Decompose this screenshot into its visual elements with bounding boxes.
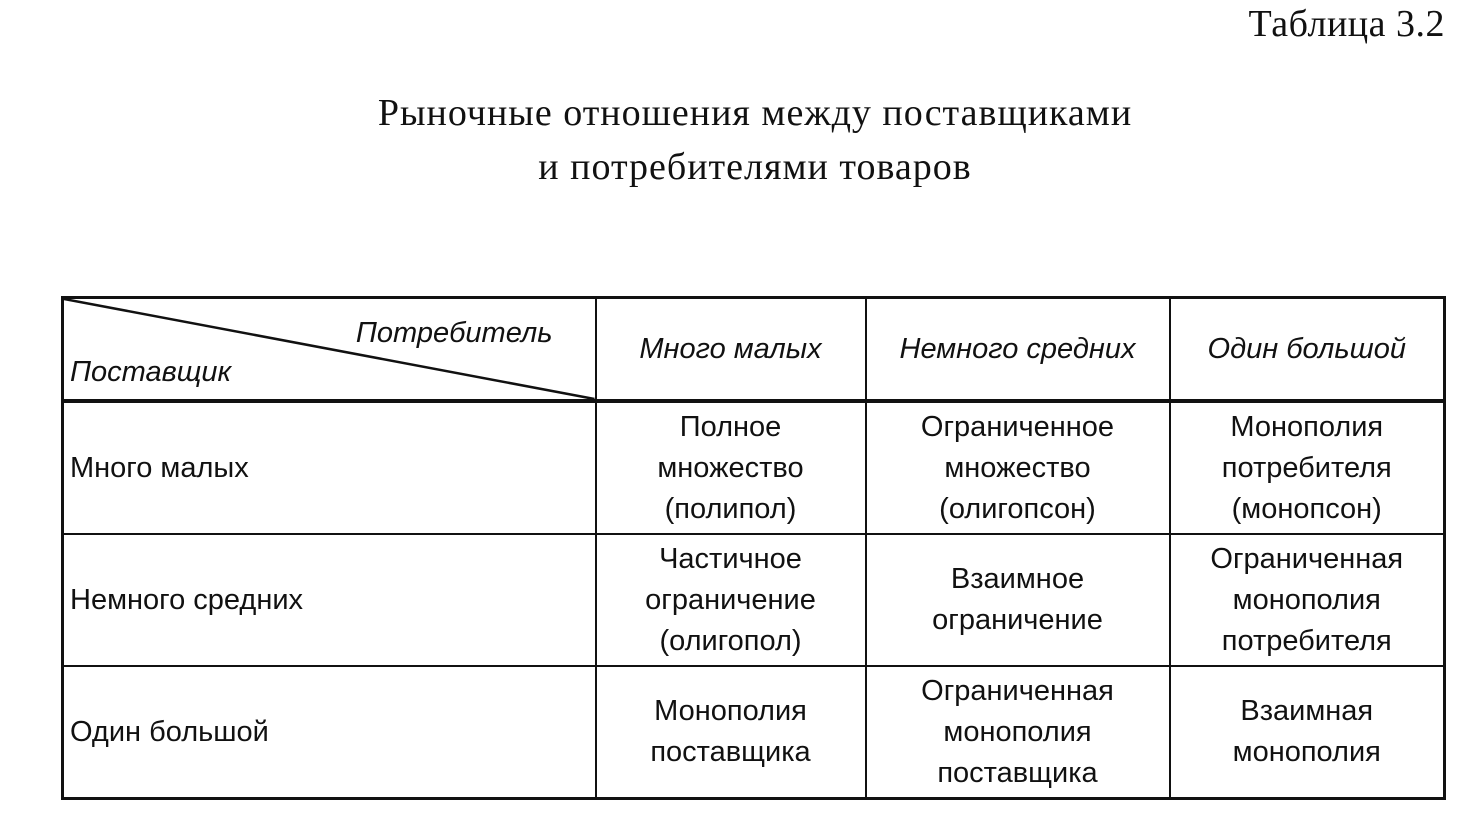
table-cell [866,666,1170,799]
row-header: Много малых [63,401,596,534]
cell-line: Ограниченная [921,674,1114,707]
cell-line: Полное [679,410,782,443]
cell-line: Монополия [654,695,807,727]
row-header: Немного средних [63,534,596,666]
column-header: Немного средних [866,298,1170,402]
cell-line: Монополия [1230,410,1384,443]
table-cell [866,401,1170,534]
corner-cell [63,298,596,402]
table-cell [596,534,866,666]
table-cell [596,666,866,799]
cell-line: Частичное [659,542,802,575]
table-cell [1170,401,1445,534]
cell-line: Ограниченная [1210,542,1404,575]
cell-line: множество [657,451,804,484]
consumer-axis-label: Потребитель [355,317,553,349]
column-header: Много малых [596,298,866,402]
table-cell [866,534,1170,666]
market-relations-table [61,296,1446,800]
cell-line: потребителя [1221,451,1392,484]
page-title [0,86,1459,194]
column-header: Один большой [1170,298,1445,402]
table-number: Таблица 3.2 [1248,3,1445,45]
table-cell [596,401,866,534]
table-row [63,534,1445,666]
table-row [63,401,1445,534]
cell-line: ограничение [645,583,816,616]
cell-line: монополия [1232,583,1381,616]
supplier-axis-label: Поставщик [70,356,232,388]
cell-line: Взаимная [1240,695,1374,727]
cell-line: поставщика [650,736,811,768]
cell-line: поставщика [937,756,1098,789]
title-line-2: и потребителями товаров [538,146,972,188]
cell-line: множество [944,451,1091,484]
cell-line: (полипол) [664,492,797,525]
cell-line: ограничение [932,604,1103,636]
row-header: Один большой [63,666,596,799]
cell-line: монополия [1232,736,1381,768]
cell-line: Ограниченное [920,410,1115,443]
table-row [63,666,1445,799]
cell-line: (олигопсон) [939,492,1096,525]
cell-line: потребителя [1221,624,1392,657]
table-cell [1170,534,1445,666]
table-cell [1170,666,1445,799]
cell-line: (монопсон) [1231,492,1382,525]
cell-line: монополия [943,715,1092,748]
cell-line: Взаимное [950,563,1085,595]
title-line-1: Рыночные отношения между поставщиками [377,92,1133,134]
cell-line: (олигопол) [659,624,802,657]
table-header-row [63,298,1445,402]
